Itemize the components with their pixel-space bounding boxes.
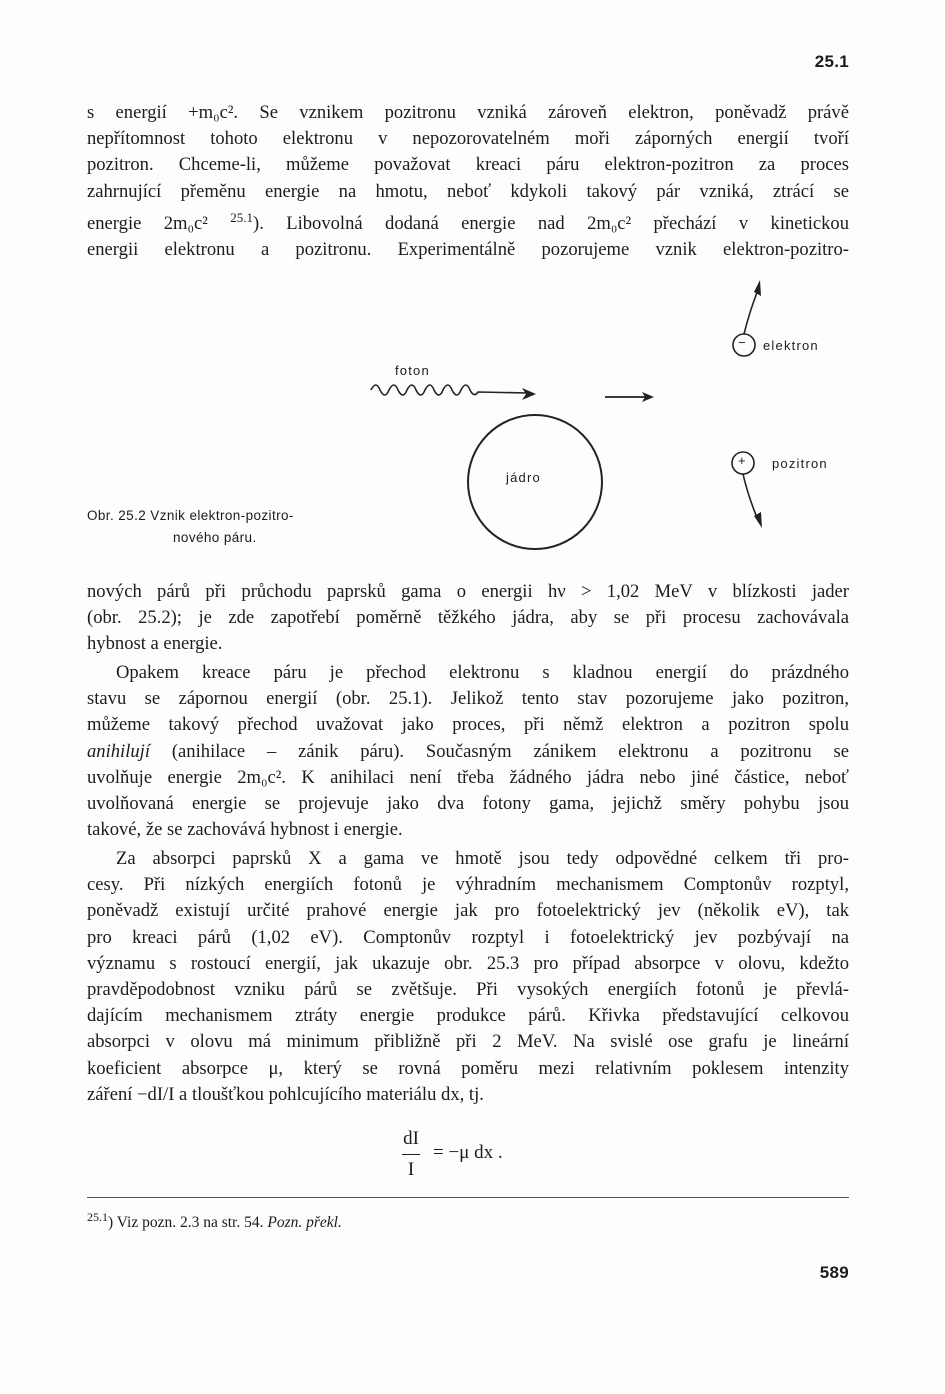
paragraph-1 [87, 100, 849, 263]
sign-minus: − [738, 335, 746, 350]
paragraph-4 [87, 846, 849, 1108]
text-line: s energií +m₀c². Se vznikem pozitronu vzniká zároveň elektron, poněvadž právě [87, 102, 849, 123]
footnote-rule [87, 1197, 849, 1198]
page-number: 589 [819, 1263, 849, 1282]
fraction-bar [402, 1154, 420, 1155]
text-line: absorpci v olovu má minimum přibližně při 2 MeV. Na svislé ose grafu je lineární [87, 1031, 849, 1053]
paragraph-3 [87, 660, 849, 843]
text-fragment: (anihilace – zánik páru). Současným zánikem elektronu a pozitronu se [150, 740, 849, 762]
text-line: záření −dI/I a tloušťkou pohlcujícího materiálu dx, tj. [87, 1083, 484, 1105]
text-line: zahrnující přeměnu energie na hmotu, neboť kdykoli takový pár vzniká, ztrácí se [87, 180, 849, 202]
positron-track [743, 474, 758, 520]
text-line: koeficient absorpce μ, který se rovná poměru mezi relativním poklesem intenzity [87, 1057, 849, 1079]
photon-wave [371, 385, 528, 395]
caption-line: nového páru. [173, 530, 257, 545]
text-line: cesy. Při nízkých energiích fotonů je výhradním mechanismem Comptonův rozptyl, [87, 874, 849, 896]
label-pozitron: pozitron [772, 456, 828, 471]
text-line: takové, že se zachovává hybnost i energie. [87, 819, 403, 841]
text-line: energii elektronu a pozitronu. Experimentálně pozorujeme vznik elektron-pozitro- [87, 239, 849, 261]
caption-line: Obr. 25.2 Vznik elektron-pozitro- [87, 508, 294, 523]
italic-term: anihilují [87, 740, 151, 762]
footnote-text: ) Viz pozn. 2.3 na str. 54. [108, 1214, 268, 1231]
text-line: pozitron. Chceme-li, můžeme považovat kreaci páru elektron-pozitron za proces [87, 154, 849, 176]
section-number: 25.1 [814, 52, 849, 71]
footnote [87, 1210, 342, 1232]
electron-track [744, 290, 758, 334]
label-jadro: jádro [506, 470, 541, 485]
equation-denominator: I [407, 1159, 415, 1180]
text-line: můžeme takový přechod uvažovat jako proces, při němž elektron a pozitron spolu [87, 714, 849, 736]
text-line: Za absorpci paprsků X a gama ve hmotě jsou tedy odpovědné celkem tři pro- [116, 848, 849, 869]
text-line [87, 205, 849, 237]
text-line: (obr. 25.2); je zde zapotřebí poměrně těžkého jádra, aby se při procesu zachovávala [87, 607, 849, 629]
footnote-number: 25.1 [87, 1210, 108, 1224]
figure-caption [87, 505, 294, 549]
equation [0, 1128, 945, 1188]
text-line: významu s rostoucí energií, jak ukazuje obr. 25.3 pro případ absorpce v olovu, kdežto [87, 952, 849, 974]
text-line: uvolňovaná energie se projevuje jako dva fotony gama, jejichž směry pohybu jsou [87, 793, 849, 815]
text-line: hybnost a energie. [87, 633, 223, 655]
photon-arrowhead [522, 388, 536, 400]
text-line: poněvadž existují určité prahové energie jak pro fotoelektrický jev (několik eV), tak [87, 900, 849, 922]
text-line: dajícím mechanismem ztráty energie produkce párů. Křivka představující celkovou [87, 1005, 849, 1027]
electron-arrowhead [754, 280, 761, 296]
text-fragment: energie 2m₀c² [87, 212, 208, 234]
equation-rhs: = −μ dx . [433, 1142, 503, 1163]
paragraph-2 [87, 579, 849, 658]
label-elektron: elektron [763, 338, 819, 353]
text-line: Opakem kreace páru je přechod elektronu s kladnou energií do prázdného [116, 662, 849, 683]
label-foton: foton [395, 363, 430, 378]
sign-plus: + [738, 453, 746, 468]
equation-numerator: dI [403, 1128, 419, 1149]
text-line: nových párů při průchodu paprsků gama o energii hν > 1,02 MeV v blízkosti jader [87, 581, 849, 602]
text-line: uvolňuje energie 2m₀c². K anihilaci není třeba žádného jádra nebo jiné částice, neboť [87, 766, 849, 788]
text-fragment: ). Libovolná dodaná energie nad 2m₀c² přechází v kinetickou [253, 212, 850, 234]
footnote-ref: 25.1 [230, 209, 253, 225]
footnote-italic: Pozn. překl. [267, 1214, 342, 1231]
text-line: stavu se zápornou energií (obr. 25.1). Jelikož tento stav pozorujeme jako pozitron, [87, 688, 849, 710]
text-line: pro kreaci párů (1,02 eV). Comptonův rozptyl i fotoelektrický jev pozbývají na [87, 926, 849, 948]
text-line [87, 739, 849, 765]
equation-fraction [400, 1128, 422, 1181]
text-line: nepřítomnost tohoto elektronu v nepozorovatelném moři záporných energií tvoří [87, 128, 849, 150]
text-line: pravděpodobnost vzniku párů se zvětšuje. Při vysokých energiích fotonů je převlá- [87, 979, 849, 1001]
